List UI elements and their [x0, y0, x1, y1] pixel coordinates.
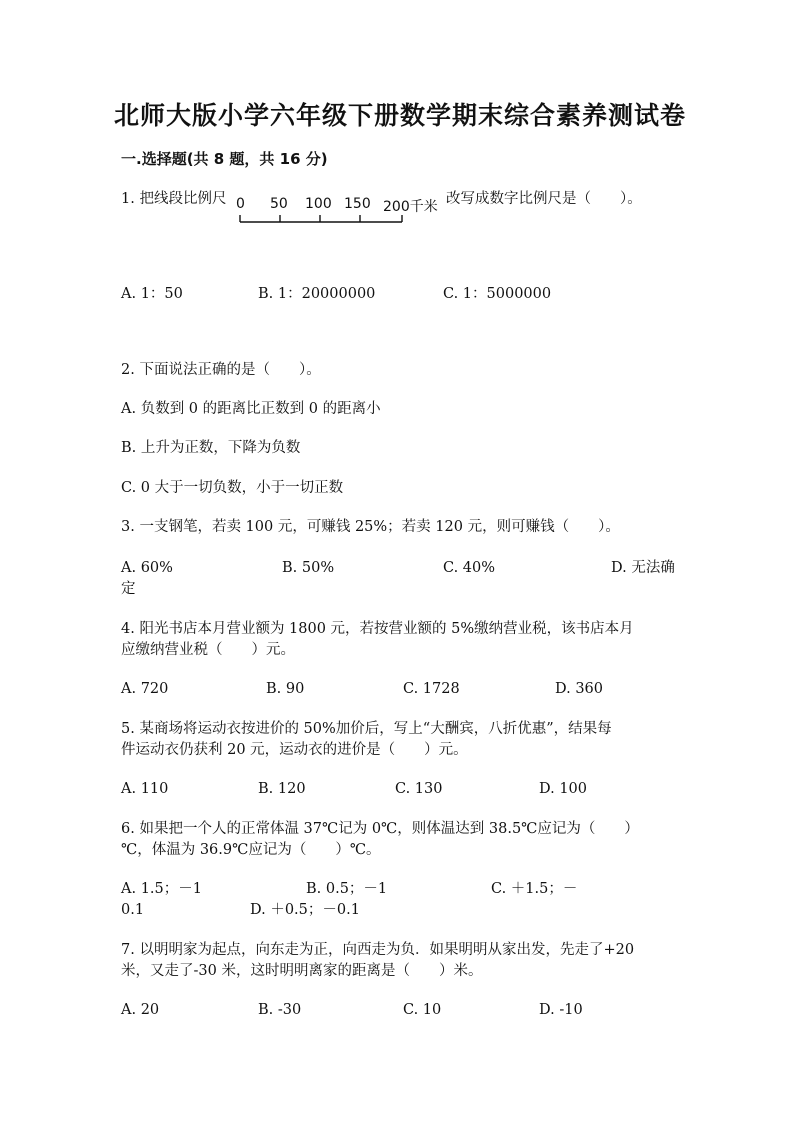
scale-label: 0 [236, 196, 245, 212]
q2-option-b: B. 上升为正数，下降为负数 [121, 440, 301, 456]
q6-line1: 6. 如果把一个人的正常体温 37℃记为 0℃，则体温达到 38.5℃应记为（ ） [121, 821, 639, 837]
q4-line1: 4. 阳光书店本月营业额为 1800 元，若按营业额的 5%缴纳营业税，该书店本月 [121, 621, 634, 637]
q4-line2: 应缴纳营业税（ ）元。 [121, 642, 295, 658]
q6-option-c: C. ＋1.5；－ [491, 881, 578, 897]
q3-text: 3. 一支钢笔，若卖 100 元，可赚钱 25%；若卖 120 元，则可赚钱（ ）。 [121, 519, 620, 535]
q3-option-a: A. 60% [121, 560, 173, 576]
q4-option-d: D. 360 [555, 681, 604, 697]
q5-option-a: A. 110 [121, 781, 169, 797]
scale-line [236, 212, 406, 224]
q5-option-c: C. 130 [395, 781, 443, 797]
q1-option-c: C. 1：5000000 [443, 286, 552, 302]
q2-text: 2. 下面说法正确的是（ ）。 [121, 362, 321, 378]
scale-bar [236, 196, 446, 226]
q6-line2: ℃，体温为 36.9℃应记为（ ）℃。 [121, 842, 381, 858]
q5-option-d: D. 100 [539, 781, 588, 797]
scale-label: 50 [270, 196, 288, 212]
q3-option-d-wrap: 定 [121, 581, 136, 597]
q7-line2: 米，又走了-30 米，这时明明离家的距离是（ ）米。 [121, 963, 483, 979]
q5-option-b: B. 120 [258, 781, 306, 797]
q5-line2: 件运动衣仍获利 20 元，运动衣的进价是（ ）元。 [121, 742, 468, 758]
q1-option-b: B. 1：20000000 [258, 286, 376, 302]
q4-option-c: C. 1728 [403, 681, 460, 697]
q5-line1: 5. 某商场将运动衣按进价的 50%加价后，写上“大酬宾，八折优惠”，结果每 [121, 721, 612, 737]
q3-option-b: B. 50% [282, 560, 335, 576]
q2-option-c: C. 0 大于一切负数，小于一切正数 [121, 480, 344, 496]
q7-option-b: B. -30 [258, 1002, 302, 1018]
q7-option-a: A. 20 [121, 1002, 160, 1018]
q3-option-d: D. 无法确 [611, 560, 675, 576]
q7-option-c: C. 10 [403, 1002, 442, 1018]
q4-option-b: B. 90 [266, 681, 305, 697]
scale-label: 200千米 [383, 199, 438, 215]
scale-label: 150 [344, 196, 371, 212]
q3-option-c: C. 40% [443, 560, 496, 576]
scale-label: 100 [305, 196, 332, 212]
q6-option-a: A. 1.5；－1 [121, 881, 202, 897]
q6-option-d: D. ＋0.5；－0.1 [250, 902, 360, 918]
q1-prefix: 1. 把线段比例尺 [121, 191, 227, 207]
q2-option-a: A. 负数到 0 的距离比正数到 0 的距离小 [121, 401, 381, 417]
q7-line1: 7. 以明明家为起点，向东走为正，向西走为负．如果明明从家出发，先走了+20 [121, 942, 635, 958]
q6-option-c-wrap: 0.1 [121, 902, 145, 918]
q6-option-b: B. 0.5；－1 [306, 881, 388, 897]
q1-suffix: 改写成数字比例尺是（ ）。 [446, 191, 642, 207]
q1-option-a: A. 1：50 [121, 286, 183, 302]
q4-option-a: A. 720 [121, 681, 169, 697]
page-title: 北师大版小学六年级下册数学期末综合素养测试卷 [113, 101, 686, 130]
section-heading: 一.选择题(共 8 题，共 16 分) [121, 150, 328, 168]
q7-option-d: D. -10 [539, 1002, 583, 1018]
